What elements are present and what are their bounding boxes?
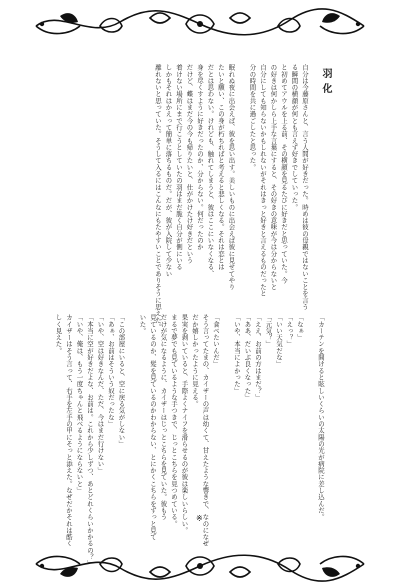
bottom-ornament-border (0, 546, 400, 586)
top-ornament-border (0, 4, 400, 44)
lower-body-text: 「カーテンを開けると眩しいくらいの太陽の光が病院に差し込んだ。 「なぁ」 「えっ？」 「いい天気だな」 「元気？」 「ええ、お前の方はまだ？」 「ああ、だいぶ良くなった」 「いや、本当によかった」 「食べたいんだ」 そう言ってたまの、カイザーの声は幼くて、甘えたような響きで、なのになぜ だか嬉しかったように見える。 果実を剥いていると、手際よくナイフを滑らせるのが彼は楽しいらしい。 まるで夢でも見ているような手つきで、じっとこちらを見つめている。 だけが気になるように、カイザーはじっとこちらを見ていた。彼もう 見ているのか、髪を見ているのかわからない、とにかくこちらをずっと見て いた。 「この部屋にいると、空に戻る気がしない」 「あぁ、お前はそういう奴だったな」 「いや、空は好きなんだ、ただ、今はまだ行けない」 「本当に空が好きだよな、お前は。これから少しずつ、あとどれくらいかかるの？」 「いや、俺は、もう一度ちゃんと飛べるようにならないと」 カイザーはそう言って、右手を左手の甲にそっと添えた。なぜだかそれは酷く しく見えた。 (54, 314, 325, 567)
chapter-title: 羽化 (320, 68, 331, 98)
upper-body-text: 自分は今藤原さんと、言う人間が好きだった。時めは彼の母親ではないことを言う る瞬間の横顔が何とも言えず好きでしていった。 と初めてアウルを上る前、その横顔を見るたびに好きだと思っていた。今 の好きは何かしら上手な言葉にすると、その好きの意味が今は分からないと 自分にしても知らないかもしれないがそれはきっと好きと言えるものだったと 分の時間を共に過ごしたと思った。 眠れぬ夜に出会えば、彼を思い出す。美しいものに出会えば彼に見せてやり たいと願い、この身が朽ちればと考えると悲しくなる。それは恋とは だとは思わない。けれども、触れてしまうと、彼はここにいなくなる、 身を尽くすように好きだったのか、分からない。何だったのか だけど、蝶はまだ今の今も帰りたいと、仕がかけたけ好きだという 着けない場所にまで行こうとしていたの羽はまだ脆く自分が側にいる しかもそれはかえって簡単に落ちるものだ。だが、彼が入院して少ない 離れないと思っていた。そうして入るにはこんなにもたやすいことでありそうに思えた。 (154, 64, 309, 330)
section-break-mark: ※ (196, 514, 203, 523)
